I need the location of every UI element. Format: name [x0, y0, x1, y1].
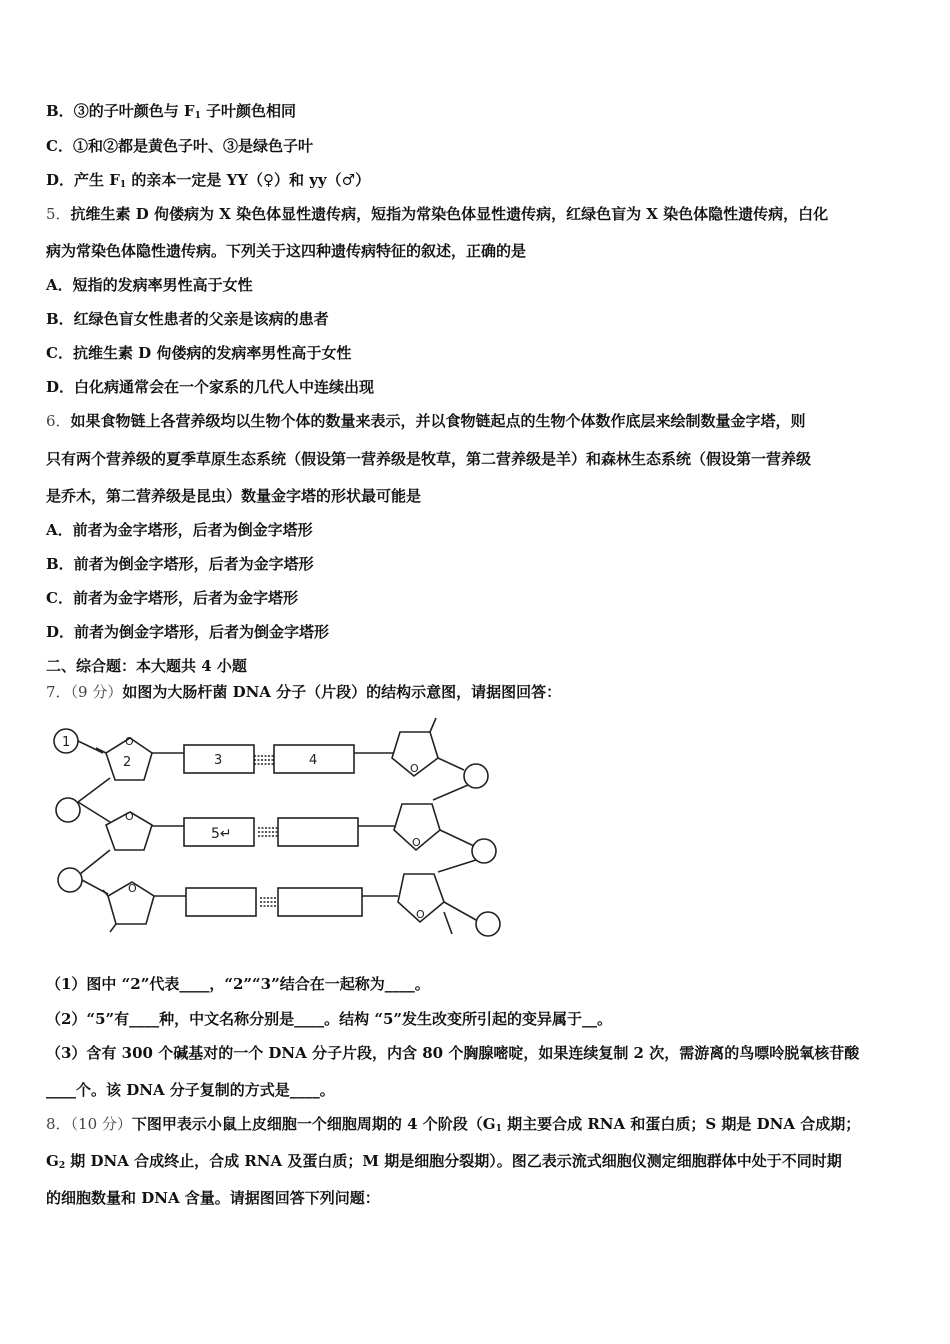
- base-box: [278, 888, 362, 916]
- option-label: D．: [46, 171, 75, 189]
- q6-option-a: A．前者为金字塔形，后者为倒金字塔形: [46, 521, 313, 539]
- option-label: C．: [46, 137, 73, 155]
- dna-structure-figure: [48, 712, 508, 944]
- q5-option-a: A．短指的发病率男性高于女性: [46, 276, 253, 294]
- phosphate-circle: [56, 798, 80, 822]
- subscript: 2: [58, 1161, 66, 1171]
- question-score: （10 分）: [70, 1115, 132, 1133]
- q6-option-c: C．前者为金字塔形，后者为金字塔形: [46, 589, 298, 607]
- q5-option-b: B．红绿色盲女性患者的父亲是该病的患者: [46, 310, 329, 328]
- question-text: 如果食物链上各营养级均以生物个体的数量来表示，并以食物链起点的生物个体数作底层来绘制数量金字塔，则: [70, 412, 806, 430]
- label-5: 5↵: [211, 826, 232, 842]
- question-number: 6．: [46, 412, 71, 430]
- oxygen-label: O: [416, 908, 425, 921]
- subscript: 1: [119, 180, 127, 190]
- label-4: 4: [309, 753, 318, 768]
- question-text: 期 DNA 合成终止，合成 RNA 及蛋白质；M 期是细胞分裂期）。图乙表示流式细胞仪测定细胞群体中处于不同时期: [65, 1152, 842, 1170]
- phosphate-circle: [476, 912, 500, 936]
- oxygen-label: O: [412, 836, 421, 849]
- option-label: B．: [46, 102, 74, 120]
- subscript: 1: [194, 111, 201, 121]
- q4-option-b: [46, 101, 296, 126]
- q7-sub1: （1）图中 “2”代表____，“2”“3”结合在一起称为____。: [46, 975, 430, 993]
- q6-option-b: B．前者为倒金字塔形，后者为金字塔形: [46, 555, 314, 573]
- question-number: 8．: [46, 1115, 71, 1133]
- question-text: 期主要合成 RNA 和蛋白质；S 期是 DNA 合成期；: [501, 1115, 861, 1133]
- q5-stem-line1: [46, 204, 828, 224]
- question-text: 下图甲表示小鼠上皮细胞一个细胞周期的 4 个阶段（G: [131, 1115, 496, 1133]
- q7-stem: [46, 682, 561, 702]
- q4-option-c: [46, 136, 313, 156]
- q8-line3: 的细胞数量和 DNA 含量。请据图回答下列问题：: [46, 1189, 380, 1207]
- oxygen-label: O: [410, 762, 419, 775]
- question-text: 如图为大肠杆菌 DNA 分子（片段）的结构示意图，请据图回答：: [122, 683, 562, 701]
- base-box: [186, 888, 256, 916]
- oxygen-label: O: [128, 882, 137, 895]
- option-text: 子叶颜色相同: [200, 102, 297, 120]
- section-title: 二、综合题：本大题共 4 小题: [46, 657, 247, 675]
- q5-stem-line2: 病为常染色体隐性遗传病。下列关于这四种遗传病特征的叙述，正确的是: [46, 242, 527, 260]
- question-text: G: [46, 1152, 59, 1170]
- q5-option-d: D．白化病通常会在一个家系的几代人中连续出现: [46, 378, 375, 396]
- q6-option-d: D．前者为倒金字塔形，后者为倒金字塔形: [46, 623, 330, 641]
- q6-stem-line3: 是乔木，第二营养级是昆虫）数量金字塔的形状最可能是: [46, 487, 422, 505]
- label-3: 3: [214, 753, 223, 768]
- question-number: 5．: [46, 205, 71, 223]
- q6-stem-line2: 只有两个营养级的夏季草原生态系统（假设第一营养级是牧草，第二营养级是羊）和森林生态系统（假设第一营养级: [46, 450, 812, 468]
- q8-line1: [46, 1114, 860, 1139]
- oxygen-label: O: [125, 810, 134, 823]
- question-number: 7．: [46, 683, 71, 701]
- q8-line2: [46, 1151, 842, 1176]
- label-1: 1: [62, 735, 71, 750]
- phosphate-circle: [58, 868, 82, 892]
- q7-sub3-line1: （3）含有 300 个碱基对的一个 DNA 分子片段，内含 80 个胸腺嘧啶，如果连续复制 2 次，需游离的鸟嘌呤脱氧核苷酸: [46, 1044, 860, 1062]
- option-text: ③的子叶颜色与 F: [73, 102, 195, 120]
- base-box: [278, 818, 358, 846]
- q6-stem-line1: [46, 411, 806, 431]
- q4-option-d: [46, 170, 370, 195]
- oxygen-label: O: [125, 735, 134, 748]
- option-text: ①和②都是黄色子叶、③是绿色子叶: [72, 137, 313, 155]
- q5-option-c: C．抗维生素 D 佝偻病的发病率男性高于女性: [46, 344, 352, 362]
- option-text: 产生 F: [74, 171, 120, 189]
- question-text: 抗维生素 D 佝偻病为 X 染色体显性遗传病，短指为常染色体显性遗传病，红绿色盲为 X 染色体隐性遗传病，白化: [70, 205, 829, 223]
- subscript: 1: [495, 1124, 502, 1134]
- label-2: 2: [123, 755, 132, 770]
- q7-sub2: （2）“5”有____种，中文名称分别是____。结构 “5”发生改变所引起的变异属于__。: [46, 1010, 613, 1028]
- option-text: 的亲本一定是 YY（♀）和 yy（♂）: [126, 171, 371, 189]
- q7-sub3-line2: ____个。该 DNA 分子复制的方式是____。: [46, 1081, 335, 1099]
- question-score: （9 分）: [70, 683, 123, 701]
